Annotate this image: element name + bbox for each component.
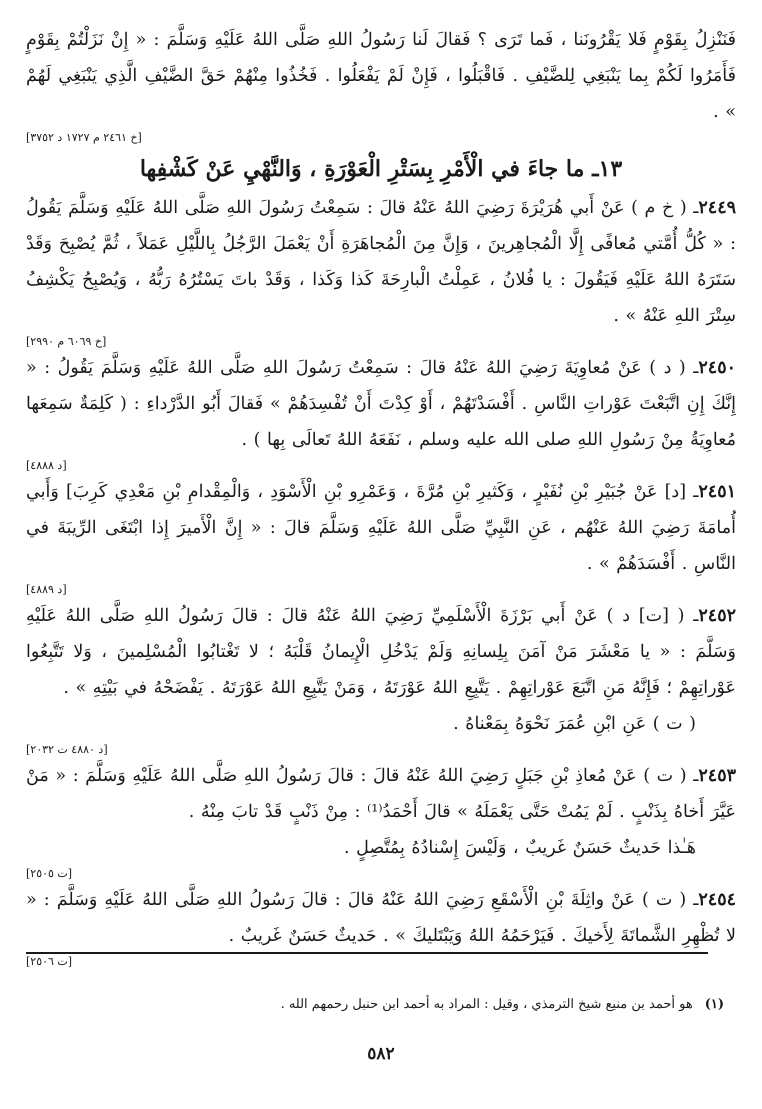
hadith-text: ـ ( خ م ) عَنْ أَبي هُرَيْرَةَ رَضِيَ اللهُ عَنْهُ قالَ : سَمِعْتُ رَسُولَ اللهِ صَلَّى اللهُ عَلَيْهِ وَسَلَّمَ يَقُولُ : « كُلُّ أُمَّتي مُعافًى إِلَّا الْمُجاهِرينَ ، وَإِنَّ مِنَ الْمُجاهَرَةِ أَنْ يَعْمَلَ الرَّجُلُ بِاللَّيْلِ عَمَلاً ، ثُمَّ يُصْبِحَ وَقَدْ سَتَرَهُ اللهُ عَلَيْهِ فَيَقُولَ : يا فُلانُ ، عَمِلْتُ الْبارِحَةَ كَذا وَكَذا ، وَقَدْ باتَ يَسْتُرُهُ رَبُّهُ ، وَيُصْبِحُ يَكْشِفُ سِتْرَ اللهِ عَنْهُ » . — [26, 198, 736, 326]
hadith-text: ـ ( ت ) عَنْ واثِلَةَ بْنِ الْأَسْقَعِ رَضِيَ اللهُ عَنْهُ قالَ : قالَ رَسُولُ اللهِ صَلَّى اللهُ عَلَيْهِ وَسَلَّمَ : « لا تُظْهِرِ الشَّماتَةَ لِأَخيكَ . فَيَرْحَمُهُ اللهُ وَيَبْتَليكَ » . حَديثٌ حَسَنٌ غَريبٌ . — [26, 890, 736, 946]
hadith-number: ٢٤٥٠ — [698, 358, 736, 378]
footnote-marker: (١) — [704, 997, 724, 1012]
hadith-text: ـ ( ت ) عَنْ مُعاذِ بْنِ جَبَلٍ رَضِيَ اللهُ عَنْهُ قالَ : قالَ رَسُولُ اللهِ صَلَّى اللهُ عَلَيْهِ وَسَلَّمَ : « مَنْ عَيَّرَ أَخاهُ بِذَنْبٍ . لَمْ يَمُتْ حَتَّى يَعْمَلَهُ » قالَ أَحْمَدُ⁽¹⁾ : مِنْ ذَنْبٍ قَدْ تابَ مِنْهُ . — [26, 766, 736, 822]
hadith-note: هَـٰذا حَديثٌ حَسَنٌ غَريبٌ ، وَلَيْسَ إِسْنادُهُ بِمُتَّصِلٍ . — [344, 838, 696, 858]
hadith-2454 — [26, 882, 736, 954]
hadith-number: ٢٤٥٣ — [698, 766, 736, 786]
hadith-2453 — [26, 758, 736, 830]
top-paragraph: فَنَنْزِلُ بِقَوْمٍ فَلا يَقْرُونَنا ، فَما تَرَى ؟ فَقالَ لَنا رَسُولُ اللهِ صَلَّى اللهُ عَلَيْهِ وَسَلَّمَ : « إِنْ نَزَلْتُمْ بِقَوْمٍ فَأَمَرُوا لَكُمْ بِما يَنْبَغِي لِلضَّيْفِ . فَاقْبَلُوا ، فَإِنْ لَمْ يَفْعَلُوا . فَخُذُوا مِنْهُمْ حَقَّ الضَّيْفِ الَّذِي يَنْبَغِي لَهُمْ » . — [26, 30, 736, 122]
hadith-number: ٢٤٥٢ — [698, 606, 736, 626]
hadith-2452 — [26, 598, 736, 706]
hadith-text: ـ ( [ت] د ) عَنْ أَبي بَرْزَةَ الْأَسْلَمِيِّ رَضِيَ اللهُ عَنْهُ قالَ : قالَ رَسُولُ اللهِ صَلَّى اللهُ عَلَيْهِ وَسَلَّمَ : « يا مَعْشَرَ مَنْ آمَنَ بِلِسانِهِ وَلَمْ يَدْخُلِ الْإِيمانُ قَلْبَهُ ؛ لا تَغْتابُوا الْمُسْلِمينَ ، وَلا تَتَّبِعُوا عَوْراتِهِمْ ؛ فَإِنَّهُ مَنِ اتَّبَعَ عَوْراتِهِمْ . يَتَّبِعِ اللهُ عَوْرَتَهُ ، وَمَنْ يَتَّبِعِ اللهُ عَوْرَتَهُ . يَفْضَحْهُ في بَيْتِهِ » . — [26, 606, 736, 698]
hadith-text: ـ ( د ) عَنْ مُعاوِيَةَ رَضِيَ اللهُ عَنْهُ قالَ : سَمِعْتُ رَسُولَ اللهِ صَلَّى اللهُ عَلَيْهِ وَسَلَّمَ يَقُولُ : « إِنَّكَ إِنِ اتَّبَعْتَ عَوْراتِ النَّاسِ . أَفْسَدْتَهُمْ ، أَوْ كِدْتَ أَنْ تُفْسِدَهُمْ » فَقالَ أَبُو الدَّرْداءِ : ( كَلِمَةٌ سَمِعَها مُعاوِيَةُ مِنْ رَسُولِ اللهِ صلى الله عليه وسلم ، نَفَعَهُ اللهُ تَعالَى بِها ) . — [26, 358, 736, 450]
hadith-reference: [ت ٢٥٠٦] — [26, 955, 73, 968]
chapter-title: ١٣ـ ما جاءَ في الْأَمْرِ بِسَتْرِ الْعَوْرَةِ ، وَالنَّهْيِ عَنْ كَشْفِها — [139, 156, 623, 182]
hadith-reference: [د ٤٨٨٠ ت ٢٠٣٢] — [26, 743, 108, 756]
hadith-reference: [د ٤٨٨٩] — [26, 583, 67, 596]
hadith-number: ٢٤٤٩ — [698, 198, 736, 218]
page-number: ٥٨٢ — [367, 1044, 395, 1064]
hadith-text: ـ [د] عَنْ جُبَيْرِ بْنِ نُفَيْرٍ ، وَكَثيرِ بْنِ مُرَّةَ ، وَعَمْرِو بْنِ الْأَسْوَدِ ، وَالْمِقْدامِ بْنِ مَعْدِي كَرِبَ] وَأَبي أُمامَةَ رَضِيَ اللهُ عَنْهُم ، عَنِ النَّبِيِّ صَلَّى اللهُ عَلَيْهِ وَسَلَّمَ قالَ : « إِنَّ الْأَميرَ إِذا ابْتَغَى الرِّيبَةَ في النَّاسِ . أَفْسَدَهُمْ » . — [26, 482, 736, 574]
hadith-reference: [ت ٢٥٠٥] — [26, 867, 73, 880]
hadith-reference: [خ ٦٠٦٩ م ٢٩٩٠] — [26, 335, 107, 348]
hadith-reference: [د ٤٨٨٨] — [26, 459, 67, 472]
footnote-divider — [26, 952, 708, 954]
footnote-text: هو أحمد بن منيع شيخ الترمذي ، وقيل : المراد به أحمد ابن حنبل رحمهم الله . — [280, 997, 693, 1012]
footnote — [26, 994, 724, 1016]
hadith-2449 — [26, 190, 736, 334]
top-reference: [خ ٢٤٦١ م ١٧٢٧ د ٣٧٥٢] — [26, 131, 142, 144]
hadith-number: ٢٤٥١ — [698, 482, 736, 502]
hadith-2451 — [26, 474, 736, 582]
hadith-note: ( ت ) عَنِ ابْنِ عُمَرَ نَحْوَهُ بِمَعْناهُ . — [453, 714, 696, 734]
hadith-2450 — [26, 350, 736, 458]
hadith-number: ٢٤٥٤ — [698, 890, 736, 910]
